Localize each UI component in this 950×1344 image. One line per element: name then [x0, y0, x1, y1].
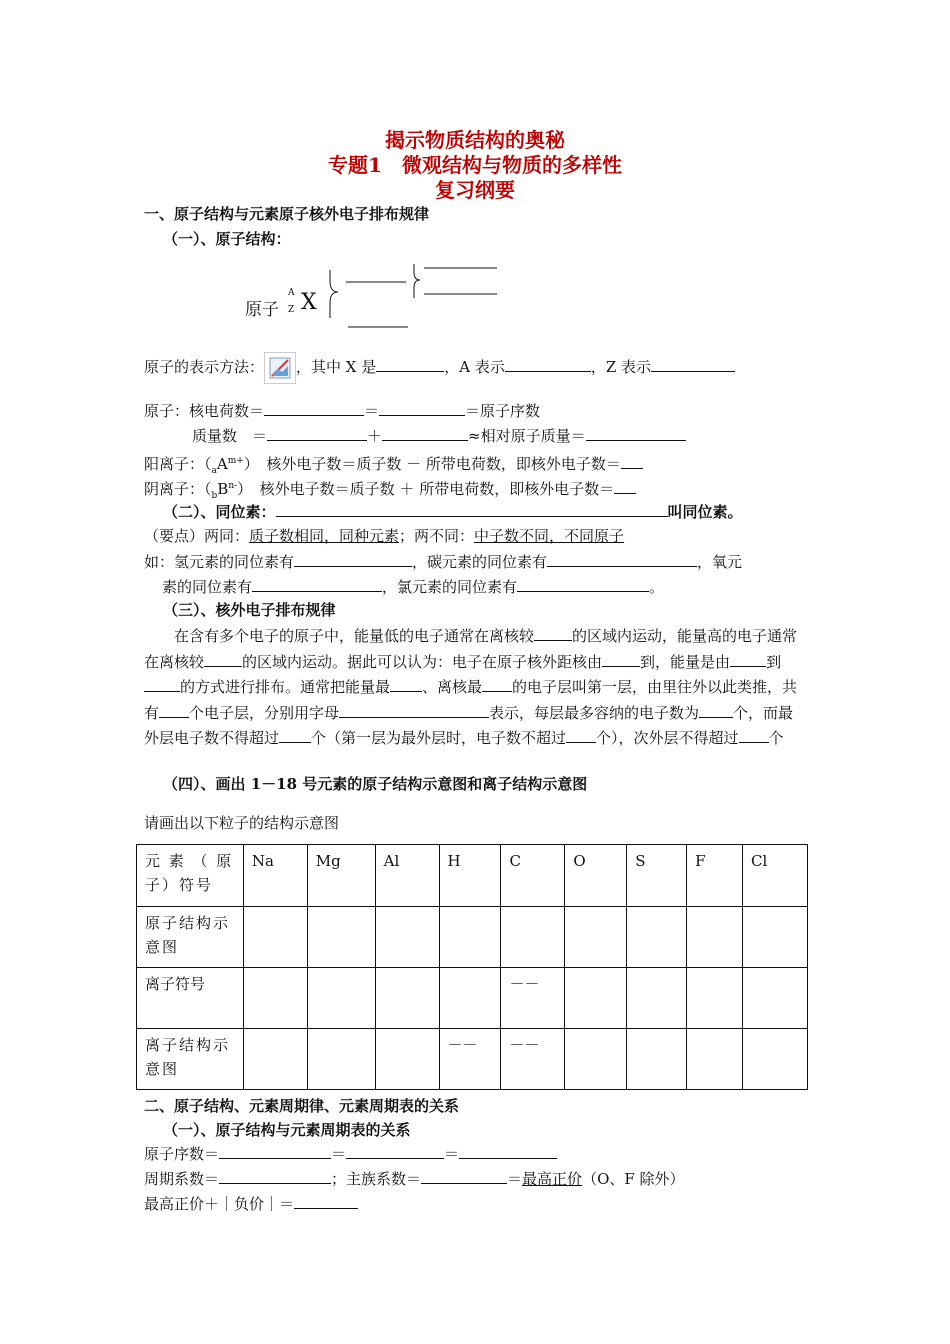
blank-line[interactable]: [621, 451, 643, 469]
para-text: 在含有多个电子的原子中，能量低的电子通常在离核较: [174, 627, 535, 645]
answer-cell[interactable]: [565, 968, 627, 1029]
atom-charge-end: ＝原子序数: [465, 402, 541, 420]
blank-line[interactable]: [346, 1141, 444, 1159]
blank-line[interactable]: [547, 549, 697, 567]
section1-sub1: （一）、原子结构：: [163, 230, 291, 248]
key-diff: 中子数不同，不同原子: [474, 527, 625, 545]
anion-symbol: B: [217, 480, 229, 498]
answer-cell[interactable]: [243, 907, 307, 968]
element-cell: S: [627, 845, 687, 907]
blank-line[interactable]: [264, 398, 364, 416]
notation-line: [144, 352, 735, 384]
dash-cell: －－: [501, 968, 565, 1029]
ex-h: 如：氢元素的同位素有: [144, 553, 295, 571]
blank-line[interactable]: [651, 354, 735, 372]
blank-line[interactable]: [390, 674, 422, 692]
table-row: [137, 1029, 808, 1090]
answer-cell[interactable]: [743, 907, 808, 968]
atom-charge-line: [144, 398, 540, 424]
table-row: [137, 907, 808, 968]
answer-cell[interactable]: [243, 968, 307, 1029]
answer-cell[interactable]: [501, 907, 565, 968]
answer-cell[interactable]: [375, 1029, 439, 1090]
exception-note: （O、F 除外）: [582, 1170, 685, 1188]
atom-brace-diagram: [320, 258, 510, 333]
valence-sum-label: 最高正价＋｜负价｜＝: [144, 1195, 295, 1213]
blank-line[interactable]: [204, 649, 242, 667]
blank-line[interactable]: [219, 1141, 331, 1159]
cation-label: 阳离子：（: [144, 455, 212, 473]
blank-line[interactable]: [586, 423, 686, 441]
element-cell: Na: [243, 845, 307, 907]
section1-heading: 一、原子结构与元素原子核外电子排布规律: [144, 205, 430, 223]
blank-line[interactable]: [699, 700, 733, 718]
answer-cell[interactable]: [307, 968, 375, 1029]
atom-charge-label: 原子：核电荷数＝: [144, 402, 265, 420]
blank-line[interactable]: [219, 1166, 331, 1184]
doc-outline-title: 复习纲要: [435, 178, 515, 202]
answer-cell[interactable]: [627, 1029, 687, 1090]
blank-line[interactable]: [159, 700, 189, 718]
blank-line[interactable]: [421, 1166, 507, 1184]
answer-cell[interactable]: [565, 1029, 627, 1090]
table-row: [137, 845, 808, 907]
highest-valence: 最高正价: [522, 1170, 583, 1188]
answer-cell[interactable]: [687, 907, 743, 968]
section1-sub3: （三）、核外电子排布规律: [163, 601, 336, 619]
blank-line[interactable]: [534, 623, 572, 641]
electron-rules-paragraph: [144, 623, 808, 751]
blank-line[interactable]: [459, 1141, 557, 1159]
answer-cell[interactable]: [687, 1029, 743, 1090]
atom-symbol: X: [301, 290, 317, 315]
blank-line[interactable]: [739, 725, 769, 743]
answer-cell[interactable]: [439, 968, 501, 1029]
answer-cell[interactable]: [375, 968, 439, 1029]
row-header: 离子符号: [137, 968, 244, 1029]
isotope-example-line1: [144, 549, 742, 575]
answer-cell[interactable]: [307, 907, 375, 968]
answer-cell[interactable]: [565, 907, 627, 968]
isotope-example-line2: [162, 574, 664, 600]
blank-line[interactable]: [376, 354, 444, 372]
answer-cell[interactable]: [627, 907, 687, 968]
blank-line[interactable]: [730, 649, 766, 667]
answer-cell[interactable]: [687, 968, 743, 1029]
element-cell: F: [687, 845, 743, 907]
blank-line[interactable]: [294, 1191, 358, 1209]
para-text: 、离核最: [422, 678, 483, 696]
cation-sub: a: [211, 466, 217, 476]
cation-text: ） 核外电子数＝质子数 － 所带电荷数，即核外电子数＝: [243, 455, 621, 473]
eq-sign: ＝: [444, 1145, 460, 1163]
structure-table: [136, 844, 808, 1090]
table-intro: 请画出以下粒子的结构示意图: [144, 814, 340, 832]
doc-subtitle: 专题1 微观结构与物质的多样性: [328, 153, 622, 177]
para-text: 个（第一层为最外层时，电子数不超过: [311, 729, 567, 747]
para-text: 到: [766, 652, 782, 671]
eq-sign: ＝: [507, 1170, 523, 1188]
answer-cell[interactable]: [743, 968, 808, 1029]
section1-sub4: （四）、画出 1－18 号元素的原子结构示意图和离子结构示意图: [163, 775, 588, 793]
anion-sub: b: [211, 491, 218, 501]
para-text: 个，而最外层电子数不得超过: [144, 703, 794, 747]
blank-line[interactable]: [517, 574, 649, 592]
blank-line[interactable]: [602, 649, 640, 667]
ex-c: ，碳元素的同位素有: [412, 553, 548, 571]
mass-number-line: [192, 423, 686, 449]
atom-atomic-number: Z: [288, 305, 295, 315]
element-cell: C: [501, 845, 565, 907]
element-cell: H: [439, 845, 501, 907]
answer-cell[interactable]: [743, 1029, 808, 1090]
anion-text: ） 核外电子数＝质子数 ＋ 所带电荷数，即核外电子数＝: [237, 480, 615, 498]
cation-sup: m+: [227, 456, 244, 466]
para-text: 个: [768, 729, 784, 747]
section1-sub2-end: 叫同位素。: [667, 503, 743, 521]
notation-a: ，A 表示: [444, 358, 505, 376]
atomic-number-line: [144, 1141, 557, 1167]
blank-line[interactable]: [144, 674, 180, 692]
section2-sub1: （一）、原子结构与元素周期表的关系: [163, 1121, 411, 1139]
dash-cell: －－: [501, 1029, 565, 1090]
para-text: 到: [640, 652, 656, 671]
para-text: ，能量是由: [655, 652, 731, 671]
para-text: 的方式进行排布。通常把能量最: [180, 678, 391, 696]
cation-symbol: A: [216, 455, 228, 473]
blank-line[interactable]: [566, 725, 596, 743]
period-label: 周期系数＝: [144, 1170, 220, 1188]
section1-sub2: （二）、同位素：: [163, 503, 276, 521]
para-text: 的区域内运动。据此可以认为：电子在原子核外距核由: [242, 652, 603, 671]
answer-cell[interactable]: [307, 1029, 375, 1090]
element-cell: Al: [375, 845, 439, 907]
blank-line[interactable]: [505, 354, 591, 372]
period-group-line: [144, 1166, 685, 1192]
key-mid: ；两不同：: [399, 527, 475, 545]
atom-mass-number: A: [288, 288, 295, 298]
anion-label: 阴离子：（: [144, 480, 212, 498]
left-brace-icon: [330, 270, 338, 318]
row-header: 元 素 （ 原 子）符号: [137, 845, 244, 907]
answer-cell[interactable]: [375, 907, 439, 968]
answer-cell[interactable]: [627, 968, 687, 1029]
element-cell: Mg: [307, 845, 375, 907]
atom-label: 原子: [245, 300, 279, 320]
row-header: 原子结构示意图: [137, 907, 244, 968]
para-text: 表示，每层最多容纳的电子数为: [489, 703, 700, 722]
para-text: 的电子层叫第一层，由里往外以此类推，共有: [144, 678, 798, 722]
doc-title: 揭示物质结构的奥秘: [385, 128, 565, 152]
blank-line[interactable]: [252, 574, 382, 592]
row-header: 离子结构示意图: [137, 1029, 244, 1090]
blank-line[interactable]: [482, 674, 512, 692]
blank-line[interactable]: [267, 423, 367, 441]
element-cell: Cl: [743, 845, 808, 907]
blank-line[interactable]: [339, 700, 489, 718]
valence-sum-line: [144, 1191, 358, 1217]
isotope-key-points: [144, 524, 624, 549]
answer-cell[interactable]: [243, 1029, 307, 1090]
anion-sup: n-: [228, 481, 238, 491]
eq-sign: ＝: [364, 402, 380, 420]
ex-o2: 素的同位素有: [162, 578, 253, 596]
para-text: 个电子层，分别用字母: [189, 703, 340, 722]
blank-line[interactable]: [276, 499, 668, 517]
blank-line[interactable]: [379, 398, 465, 416]
key-same: 质子数相同，同种元素: [249, 527, 400, 545]
group-label: ；主族系数＝: [331, 1170, 422, 1188]
broken-image-icon: [264, 352, 296, 384]
ex-cl: ，氯元素的同位素有: [382, 578, 518, 596]
eq-sign: ＝: [331, 1145, 347, 1163]
atomic-number-label: 原子序数＝: [144, 1145, 220, 1163]
dash-cell: －－: [439, 1029, 501, 1090]
ex-o: ，氧元: [697, 553, 743, 571]
key-prefix: （要点）两同：: [144, 527, 250, 545]
ex-end: 。: [649, 578, 665, 596]
table-row: [137, 968, 808, 1029]
notation-z: ，Z 表示: [590, 358, 652, 376]
approx-label: ≈相对原子质量＝: [468, 427, 586, 445]
blank-line[interactable]: [294, 549, 412, 567]
blank-line[interactable]: [279, 725, 311, 743]
element-cell: O: [565, 845, 627, 907]
blank-line[interactable]: [382, 423, 468, 441]
para-text: 个），次外层不得超过: [596, 729, 739, 747]
section1-sub2-line: [163, 499, 743, 525]
right-brace-icon: [414, 264, 420, 298]
para-text: 的区域内运动，能量高的电子通常在离核较: [144, 627, 798, 671]
section2-heading: 二、原子结构、元素周期律、元素周期表的关系: [144, 1097, 460, 1115]
blank-line[interactable]: [614, 476, 636, 494]
plus-sign: ＋: [367, 427, 383, 445]
notation-x: ，其中 X 是: [296, 358, 377, 376]
mass-label: 质量数 ＝: [192, 427, 268, 445]
answer-cell[interactable]: [439, 907, 501, 968]
notation-prefix: 原子的表示方法：: [144, 358, 265, 376]
